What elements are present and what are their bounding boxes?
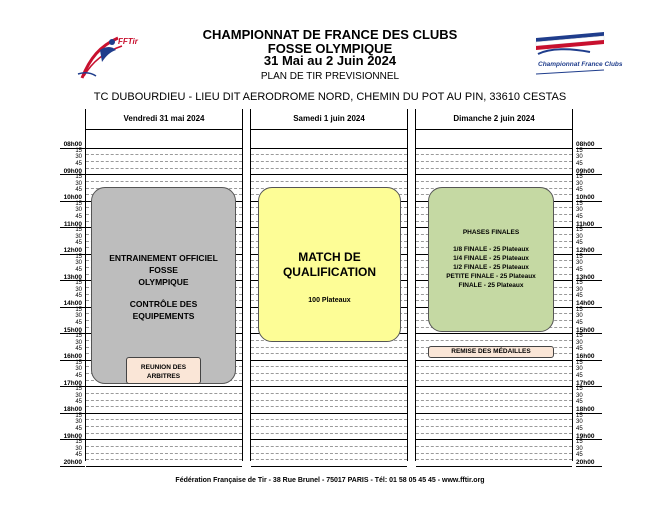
row-separator	[86, 459, 242, 460]
time-label: 30	[576, 286, 583, 293]
time-label: 11h00	[63, 220, 82, 228]
row-separator	[416, 433, 572, 434]
row-separator	[416, 373, 572, 374]
hour-rule	[576, 386, 602, 387]
time-label: 45	[576, 187, 583, 194]
hour-rule	[60, 227, 85, 228]
time-label: 20h00	[63, 459, 82, 466]
time-label: 45	[576, 240, 583, 247]
page-title: CHAMPIONNAT DE FRANCE DES CLUBS	[202, 27, 458, 42]
finals-item: PETITE FINALE - 25 Plateaux	[446, 273, 536, 280]
time-label: 17h00	[63, 379, 82, 387]
time-label: 30	[75, 366, 82, 373]
time-label: 15	[75, 412, 82, 419]
time-label: 30	[75, 154, 82, 161]
row-separator	[86, 426, 242, 427]
row-separator	[416, 380, 572, 381]
row-separator	[416, 393, 572, 394]
referee-meeting-line1: REUNION DES	[140, 364, 187, 371]
time-label: 14h00	[63, 300, 82, 307]
day-header-sunday: Dimanche 2 juin 2024	[416, 109, 572, 130]
row-separator	[251, 459, 407, 460]
row-separator	[251, 181, 407, 182]
venue-address: TC DUBOURDIEU - LIEU DIT AERODROME NORD, CHEMIN DU POT AU PIN, 33610 CESTAS	[93, 91, 567, 103]
time-label: 30	[75, 233, 82, 240]
time-label: 45	[75, 425, 82, 432]
hour-rule	[60, 307, 85, 308]
row-separator	[416, 168, 572, 169]
time-label: 15	[75, 253, 82, 260]
time-label: 45	[75, 187, 82, 194]
time-label: 30	[576, 419, 583, 426]
row-separator	[251, 353, 407, 354]
time-label: 15	[576, 200, 583, 207]
time-label: 15	[75, 386, 82, 393]
time-label: 30	[75, 313, 82, 320]
row-separator	[86, 419, 242, 420]
time-label: 45	[576, 319, 583, 326]
row-separator	[86, 453, 242, 454]
discipline-title: FOSSE OLYMPIQUE	[267, 41, 393, 56]
row-separator	[251, 174, 407, 175]
time-label: 45	[576, 346, 583, 353]
row-separator	[86, 148, 242, 149]
row-separator	[86, 406, 242, 407]
hour-rule	[60, 174, 85, 175]
time-label: 15	[576, 333, 583, 340]
hour-rule	[576, 201, 602, 202]
time-label: 15	[75, 306, 82, 313]
row-separator	[251, 386, 407, 387]
hour-rule	[60, 386, 85, 387]
hour-rule	[576, 360, 602, 361]
finals-item: 1/8 FINALE - 25 Plateaux	[453, 246, 529, 253]
medal-ceremony-badge	[428, 346, 554, 358]
row-separator	[251, 360, 407, 361]
time-label: 15	[75, 359, 82, 366]
page-subtitle: PLAN DE TIR PREVISIONNEL	[260, 71, 400, 82]
time-label: 30	[75, 260, 82, 267]
hour-rule	[60, 280, 85, 281]
time-label: 45	[75, 399, 82, 406]
row-separator	[86, 161, 242, 162]
fftir-logo-text: FFTir	[118, 37, 138, 46]
time-label: 45	[75, 213, 82, 220]
time-label: 45	[576, 160, 583, 167]
time-label: 45	[576, 266, 583, 273]
row-separator	[86, 446, 242, 447]
championship-logo-text: Championnat France Clubs	[538, 61, 623, 68]
row-separator	[86, 413, 242, 414]
row-separator	[251, 400, 407, 401]
row-separator	[416, 360, 572, 361]
time-label: 15	[75, 200, 82, 207]
time-label: 15	[576, 412, 583, 419]
hour-rule	[576, 280, 602, 281]
time-label: 45	[576, 452, 583, 459]
time-label: 13h00	[576, 273, 595, 281]
equipment-check-line1: CONTRÔLE DES	[129, 299, 198, 309]
time-label: 45	[75, 452, 82, 459]
time-label: 18h00	[63, 406, 82, 413]
row-separator	[251, 413, 407, 414]
row-separator	[416, 413, 572, 414]
time-label: 45	[576, 213, 583, 220]
time-label: 45	[75, 372, 82, 379]
time-label: 20h00	[576, 459, 595, 466]
time-label: 30	[75, 207, 82, 214]
time-label: 16h00	[576, 353, 595, 360]
time-label: 17h00	[576, 379, 595, 387]
row-separator	[416, 154, 572, 155]
time-label: 45	[576, 399, 583, 406]
row-separator	[251, 380, 407, 381]
hour-rule	[60, 439, 85, 440]
time-label: 30	[75, 339, 82, 346]
qualification-block	[258, 187, 401, 342]
time-label: 30	[75, 180, 82, 187]
time-label: 15	[75, 439, 82, 446]
time-label: 09h00	[63, 167, 82, 175]
row-separator	[86, 466, 242, 467]
hour-rule	[60, 148, 85, 149]
row-separator	[251, 406, 407, 407]
time-label: 15	[75, 333, 82, 340]
row-separator	[86, 400, 242, 401]
time-label: 30	[75, 445, 82, 452]
row-separator	[416, 366, 572, 367]
time-label: 30	[576, 180, 583, 187]
row-separator	[416, 453, 572, 454]
finals-title: PHASES FINALES	[462, 229, 520, 236]
hour-rule	[60, 413, 85, 414]
finals-item: FINALE - 25 Plateaux	[458, 282, 524, 289]
row-separator	[251, 154, 407, 155]
row-separator	[251, 446, 407, 447]
time-label: 19h00	[63, 432, 82, 440]
time-label: 30	[576, 366, 583, 373]
row-separator	[251, 373, 407, 374]
hour-rule	[60, 466, 85, 467]
row-separator	[416, 439, 572, 440]
finals-item: 1/4 FINALE - 25 Plateaux	[453, 255, 529, 262]
row-separator	[86, 174, 242, 175]
time-label: 19h00	[576, 432, 595, 440]
hour-rule	[576, 333, 602, 334]
row-separator	[416, 406, 572, 407]
row-separator	[416, 333, 572, 334]
day-header-friday: Vendredi 31 mai 2024	[86, 109, 242, 130]
row-separator	[416, 148, 572, 149]
time-label: 11h00	[576, 220, 595, 228]
time-label: 30	[576, 313, 583, 320]
row-separator	[416, 419, 572, 420]
time-label: 15	[576, 359, 583, 366]
row-separator	[416, 400, 572, 401]
row-separator	[251, 453, 407, 454]
row-separator	[251, 439, 407, 440]
time-label: 30	[75, 286, 82, 293]
time-label: 45	[75, 346, 82, 353]
time-label: 30	[576, 154, 583, 161]
hour-rule	[576, 148, 602, 149]
time-label: 15	[576, 439, 583, 446]
training-label-line2: FOSSE	[149, 265, 178, 275]
time-label: 15	[75, 147, 82, 154]
qualification-label-line1: MATCH DE	[298, 250, 361, 264]
hour-rule	[60, 360, 85, 361]
event-dates: 31 Mai au 2 Juin 2024	[263, 53, 397, 68]
time-label: 15	[576, 306, 583, 313]
row-separator	[416, 340, 572, 341]
time-label: 15	[75, 174, 82, 181]
time-label: 15	[576, 280, 583, 287]
row-separator	[86, 393, 242, 394]
time-label: 45	[75, 240, 82, 247]
time-label: 08h00	[576, 141, 595, 148]
time-label: 15	[576, 253, 583, 260]
finals-block	[428, 187, 554, 332]
row-separator	[251, 426, 407, 427]
row-separator	[251, 419, 407, 420]
footer-contact: Fédération Française de Tir - 38 Rue Brunel - 75017 PARIS - Tél: 01 58 05 45 45 - www.fftir.org	[175, 477, 485, 484]
row-separator	[86, 386, 242, 387]
time-label: 15	[75, 227, 82, 234]
equipment-check-line2: EQUIPEMENTS	[132, 311, 195, 321]
time-label: 45	[576, 372, 583, 379]
row-separator	[86, 168, 242, 169]
time-label: 30	[576, 260, 583, 267]
time-label: 15h00	[63, 326, 82, 334]
time-label: 15	[75, 280, 82, 287]
row-separator	[251, 168, 407, 169]
time-label: 12h00	[63, 247, 82, 254]
hour-rule	[60, 254, 85, 255]
row-separator	[251, 433, 407, 434]
training-label-line3: OLYMPIQUE	[138, 277, 189, 287]
hour-rule	[576, 413, 602, 414]
day-header-saturday: Samedi 1 juin 2024	[251, 109, 407, 130]
time-label: 30	[576, 445, 583, 452]
hour-rule	[60, 201, 85, 202]
time-label: 10h00	[63, 194, 82, 201]
row-separator	[416, 459, 572, 460]
time-label: 09h00	[576, 167, 595, 175]
row-separator	[416, 161, 572, 162]
time-label: 30	[75, 419, 82, 426]
hour-rule	[576, 174, 602, 175]
time-label: 30	[576, 207, 583, 214]
row-separator	[86, 181, 242, 182]
time-label: 12h00	[576, 247, 595, 254]
time-label: 45	[75, 160, 82, 167]
time-label: 15	[576, 227, 583, 234]
row-separator	[416, 446, 572, 447]
training-label-line1: ENTRAINEMENT OFFICIEL	[109, 253, 218, 263]
row-separator	[251, 366, 407, 367]
row-separator	[416, 174, 572, 175]
row-separator	[416, 181, 572, 182]
hour-rule	[576, 307, 602, 308]
time-label: 30	[75, 392, 82, 399]
qualification-label-line2: QUALIFICATION	[282, 265, 377, 279]
row-separator	[86, 433, 242, 434]
row-separator	[86, 154, 242, 155]
time-label: 16h00	[63, 353, 82, 360]
time-label: 08h00	[63, 141, 82, 148]
time-label: 30	[576, 392, 583, 399]
time-label: 15	[576, 147, 583, 154]
medal-ceremony-label: REMISE DES MÉDAILLES	[451, 348, 531, 355]
time-label: 10h00	[576, 194, 595, 201]
training-block	[91, 187, 236, 384]
row-separator	[86, 439, 242, 440]
time-label: 45	[75, 266, 82, 273]
time-label: 14h00	[576, 300, 595, 307]
row-separator	[251, 161, 407, 162]
time-label: 45	[576, 293, 583, 300]
row-separator	[251, 466, 407, 467]
referee-meeting-line2: ARBITRES	[146, 373, 181, 380]
hour-rule	[576, 227, 602, 228]
row-separator	[251, 148, 407, 149]
hour-rule	[576, 439, 602, 440]
row-separator	[416, 466, 572, 467]
hour-rule	[576, 466, 602, 467]
referee-meeting-badge	[126, 357, 201, 384]
time-label: 18h00	[576, 406, 595, 413]
time-label: 45	[75, 293, 82, 300]
time-label: 45	[75, 319, 82, 326]
finals-item: 1/2 FINALE - 25 Plateaux	[453, 264, 529, 271]
row-separator	[251, 347, 407, 348]
time-label: 30	[576, 339, 583, 346]
time-label: 15	[576, 386, 583, 393]
hour-rule	[60, 333, 85, 334]
time-label: 15h00	[576, 326, 595, 334]
time-label: 15	[576, 174, 583, 181]
row-separator	[251, 393, 407, 394]
time-label: 13h00	[63, 273, 82, 281]
hour-rule	[576, 254, 602, 255]
time-label: 45	[576, 425, 583, 432]
qualification-detail: 100 Plateaux	[308, 297, 351, 304]
row-separator	[416, 426, 572, 427]
time-label: 30	[576, 233, 583, 240]
row-separator	[416, 386, 572, 387]
